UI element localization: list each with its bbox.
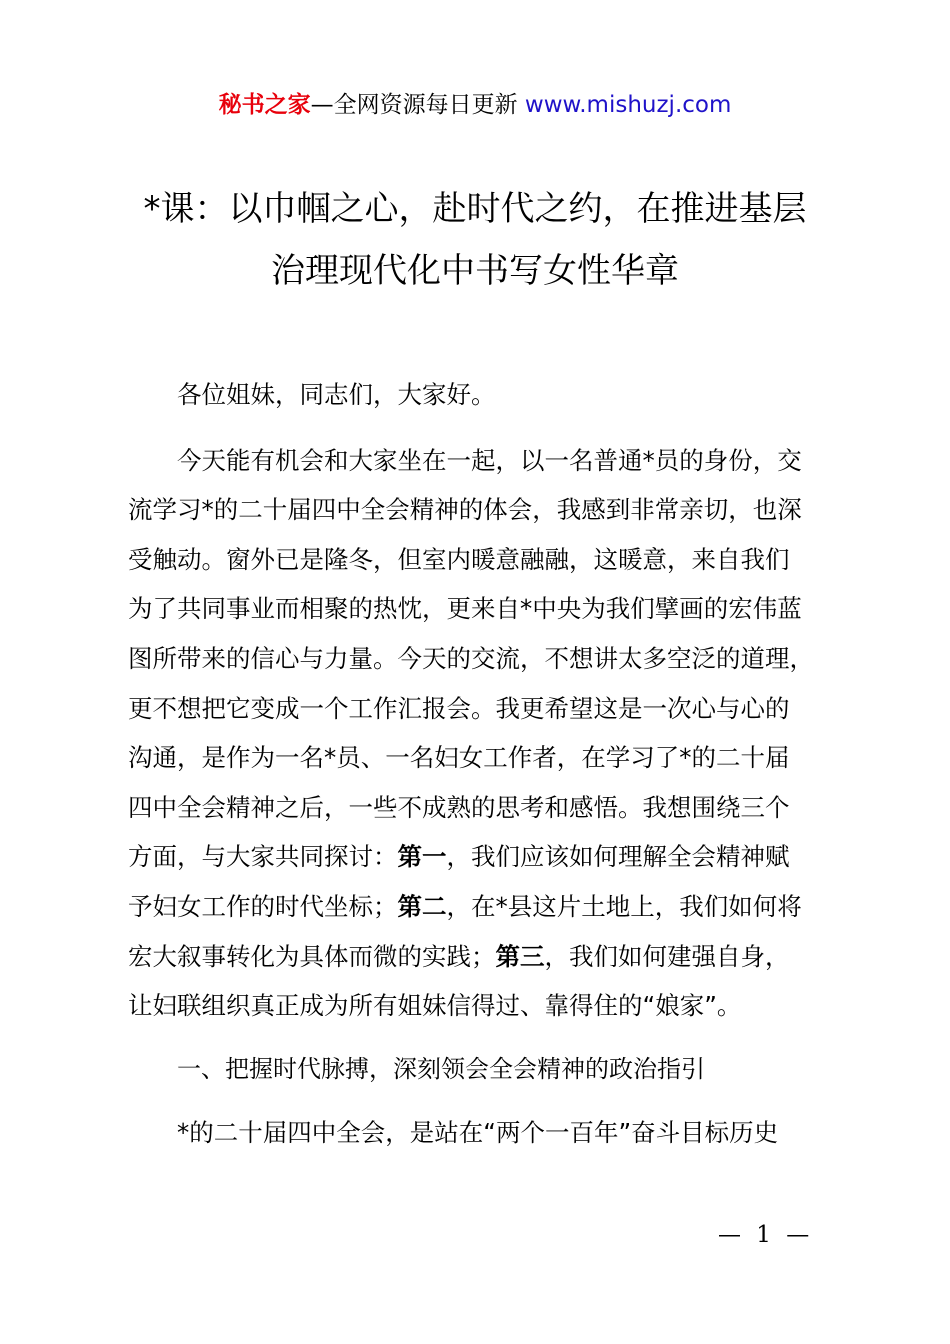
intro-line: 为了共同事业而相聚的热忱，更来自*中央为我们擘画的宏伟蓝 [128,594,802,624]
intro-line: 更不想把它变成一个工作汇报会。我更希望这是一次心与心的 [128,693,790,723]
intro-line: 沟通，是作为一名*员、一名妇女工作者，在学习了*的二十届 [128,743,790,773]
intro-paragraph [128,436,836,1031]
document-title-line-2: 治理现代化中书写女性华章 [271,251,679,291]
site-brand-name: 秘书之家 [218,92,311,118]
point-one-label: 第一 [397,842,447,872]
intro-line: 受触动。窗外已是隆冬，但室内暖意融融，这暖意，来自我们 [128,544,790,574]
site-url-link[interactable]: www.mishuzj.com [524,92,732,118]
intro-line: 今天能有机会和大家坐在一起，以一名普通*员的身份，交 [177,445,802,475]
intro-line [128,932,836,982]
section-1-paragraph [128,1108,836,1158]
intro-line-text: ，在*县这片土地上，我们如何将 [446,891,802,921]
intro-line: 图所带来的信心与力量。今天的交流，不想讲太多空泛的道理， [128,643,814,673]
intro-line-text: ，我们如何建强自身， [544,941,790,971]
section-heading-1: 一、把握时代脉搏，深刻领会全会精神的政治指引 [177,1054,705,1083]
intro-line-text: ，我们应该如何理解全会精神赋 [446,842,790,872]
intro-line [128,882,836,932]
intro-line [128,832,836,882]
document-title-line-1: *课：以巾帼之心，赴时代之约，在推进基层 [143,189,807,229]
intro-line-text: 宏大叙事转化为具体而微的实践； [128,941,496,971]
intro-line: 四中全会精神之后，一些不成熟的思考和感悟。我想围绕三个 [128,792,790,822]
intro-line-text: 方面，与大家共同探讨： [128,842,398,872]
page-number: — 1 — [718,1222,814,1248]
site-tagline: —全网资源每日更新 [310,92,525,118]
document-title [100,178,850,302]
point-two-label: 第二 [397,891,447,921]
intro-line-text: 予妇女工作的时代坐标； [128,891,398,921]
section-1-line: *的二十届四中全会，是站在“两个一百年”奋斗目标历史 [177,1118,779,1148]
document-body [128,370,836,1172]
site-header [0,88,950,122]
intro-line: 让妇联组织真正成为所有姐妹信得过、靠得住的“娘家”。 [128,991,742,1021]
greeting-paragraph: 各位姐妹，同志们，大家好。 [177,380,496,409]
point-three-label: 第三 [495,941,545,971]
intro-line: 流学习*的二十届四中全会精神的体会，我感到非常亲切，也深 [128,495,802,525]
